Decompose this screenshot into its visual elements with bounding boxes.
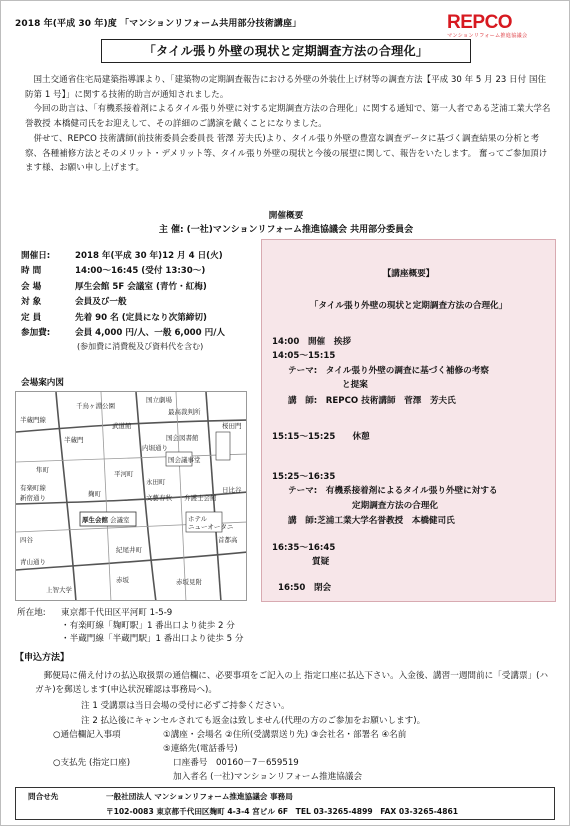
contact-organization: 一般社団法人 マンションリフォーム推進協議会 事務局	[106, 792, 293, 801]
program-line: 16:50 閉会	[278, 583, 332, 593]
contact-footer	[15, 787, 555, 820]
program-line: 質疑	[312, 557, 330, 567]
map-label: 平河町	[114, 470, 134, 478]
map-label: 内堀通り	[142, 444, 168, 452]
program-line: 定期調査方法の合理化	[352, 501, 438, 511]
detail-value: 14:00～16:45 (受付 13:30～)	[75, 266, 206, 277]
address-label: 所在地:	[17, 608, 46, 618]
detail-row-date	[21, 249, 261, 265]
map-label: 会議室	[110, 516, 130, 524]
contact-address: 〒102-0083 東京都千代田区麹町 4-3-4 宮ビル 6F TEL 03-3265-4899 FAX 03-3265-4861	[106, 807, 459, 816]
map-label: 桜田門	[222, 422, 242, 430]
items-label: ○通信欄記入事項	[53, 730, 121, 740]
map-label: 隼町	[36, 466, 49, 474]
venue-address	[17, 607, 277, 646]
detail-row-capacity	[21, 311, 261, 327]
detail-label: 時 間	[21, 266, 42, 277]
map-label: 新宿通り	[20, 494, 46, 502]
map-label: 武道館	[112, 422, 132, 430]
address-line	[17, 607, 277, 620]
detail-label: 定 員	[21, 312, 42, 323]
intro-text	[25, 73, 551, 176]
map-label: 千鳥ヶ淵公園	[76, 402, 115, 410]
course-overview-panel	[261, 239, 556, 602]
map-label: ホテル	[188, 515, 208, 523]
detail-label: 参加費:	[21, 328, 51, 339]
program-line: テーマ: タイル張り外壁の調査に基づく補修の考察	[288, 366, 489, 376]
detail-row-venue	[21, 280, 261, 296]
detail-value: 会員及び一般	[75, 297, 127, 308]
overview-heading: 開催概要	[268, 211, 304, 221]
program-line: 14:00 開催 挨拶	[272, 337, 351, 347]
fee-note: (参加費に消費税及び資料代を含む)	[77, 342, 204, 351]
venue-map-heading: 会場案内図	[21, 378, 64, 388]
map-label: 国会図書館	[166, 434, 199, 442]
program-line: 15:15～15:25 休憩	[272, 432, 370, 442]
intro-paragraph-1: 国土交通省住宅局建築指導課より、「建築物の定期調査報告における外壁の外装仕上げ材等の調査方法【平成 30 年 5 月 23 日付 国住防第 1 号】」に関する技術的助言が通知されました。	[25, 75, 547, 100]
map-label: 首都高	[218, 536, 238, 544]
payment-destination-label: ○支払先 (指定口座)	[53, 758, 131, 768]
intro-paragraph-3: 併せて、REPCO 技術講師(前技術委員会委員長 菅澤 芳夫氏)より、タイル張り外壁の豊富な調査データに基づく調査結果の分析と考察、各種補修方法とそのメリット・デメリット等、タイル張り外壁の現状と今後の展望に関して、報告をいたします。 奮ってご参加頂けます様、お願い申し上げます。	[25, 133, 548, 174]
course-series-title: 2018 年(平成 30 年)度 「マンションリフォーム共用部分技術講座」	[15, 19, 302, 29]
program-line: 講 師: REPCO 技術講師 菅澤 芳夫氏	[288, 396, 456, 406]
detail-label: 対 象	[21, 297, 42, 308]
map-label: 赤坂見附	[176, 578, 202, 586]
apply-note-1: 注 1 受講票は当日会場の受付に必ずご持参ください。	[81, 701, 290, 711]
account-holder: 加入者名 (一社)マンションリフォーム推進協議会	[173, 772, 363, 782]
items-list-2: ⑤連絡先(電話番号)	[163, 744, 238, 754]
program-line: 16:35～16:45	[272, 543, 336, 553]
apply-paragraph: 郵便局に備え付けの払込取扱票の通信欄に、必要事項をご記入の上 指定口座に払込下さい。入金後、講習一週間前に「受講票」(ハガキ)を郵送します(申込状況確認は事務局へ)。	[35, 671, 549, 696]
apply-text	[35, 669, 551, 698]
detail-value: 2018 年(平成 30 年)12 月 4 日(火)	[75, 250, 223, 261]
map-label: 文藝春秋	[146, 494, 172, 502]
contact-label: 問合せ先	[28, 792, 59, 801]
program-line: 14:05～15:15	[272, 351, 336, 361]
detail-value: 厚生会館 5F 会議室 (青竹・紅梅)	[75, 281, 207, 292]
venue-map	[15, 391, 247, 601]
items-list-1: ①講座・会場名 ②住所(受講票送り先) ③会社名・部署名 ④名前	[163, 730, 407, 740]
access-line-1: ・有楽町線「麹町駅」1 番出口より徒歩 2 分	[61, 621, 235, 631]
detail-row-fee	[21, 327, 261, 343]
map-label: 半蔵門線	[20, 416, 46, 424]
map-label: 有楽町線	[20, 484, 46, 492]
program-line: 講 師:芝浦工業大学名誉教授 本橋健司氏	[288, 516, 455, 526]
logo-wordmark: REPCO	[447, 12, 513, 33]
detail-row-audience	[21, 296, 261, 312]
detail-row-time	[21, 265, 261, 281]
detail-label: 会 場	[21, 281, 42, 292]
map-label: 麹町	[88, 490, 101, 498]
repco-logo	[447, 13, 533, 40]
event-details	[21, 249, 261, 355]
map-label: 国立劇場	[146, 396, 172, 404]
program-line: と提案	[342, 380, 368, 390]
map-label: 紀尾井町	[116, 546, 142, 554]
map-label: 日比谷	[222, 486, 242, 494]
apply-heading: 【申込方法】	[15, 653, 70, 663]
map-label: 永田町	[146, 478, 166, 486]
logo-subtitle: マンションリフォーム推進協議会	[447, 33, 528, 39]
program-line: 15:25～16:35	[272, 472, 336, 482]
panel-subtitle: 「タイル張り外壁の現状と定期調査方法の合理化」	[309, 301, 508, 311]
access-line-2: ・半蔵門線「半蔵門駅」1 番出口より徒歩 5 分	[61, 634, 244, 644]
map-label: 最高裁判所	[168, 408, 201, 416]
program-line: テーマ: 有機系接着剤によるタイル張り外壁に対する	[288, 486, 498, 496]
detail-value: 会員 4,000 円/人、一般 6,000 円/人	[75, 328, 225, 339]
map-label: 国会議事堂	[168, 456, 201, 464]
map-label: 弁護士会館	[184, 494, 217, 502]
detail-label: 開催日:	[21, 250, 51, 261]
apply-note-2: 注 2 払込後にキャンセルされても返金は致しません(代理の方のご参加をお願いします)。	[81, 716, 426, 726]
map-label: 上智大学	[46, 586, 72, 594]
organizer-line: 主 催: (一社)マンションリフォーム推進協議会 共用部分委員会	[158, 225, 414, 235]
address-value: 東京都千代田区平河町 1-5-9	[61, 608, 173, 618]
intro-paragraph-2: 今回の助言は、「有機系接着剤によるタイル張り外壁に対する定期調査方法の合理化」に関する通知で、第一人者である芝浦工業大学名誉教授 本橋健司氏をお迎えして、その詳細のご講演を戴くことになりました。	[25, 104, 551, 130]
map-label: ニューオータニ	[188, 523, 234, 531]
map-label: 半蔵門	[64, 436, 84, 444]
main-title: 「タイル張り外壁の現状と定期調査方法の合理化」	[101, 39, 471, 63]
map-label: 赤坂	[116, 576, 129, 584]
map-drawing	[16, 392, 247, 601]
map-label: 四谷	[20, 536, 33, 544]
detail-value: 先着 90 名 (定員になり次第締切)	[75, 312, 207, 323]
account-number: 口座番号 00160－7－659519	[173, 758, 299, 768]
panel-heading: 【講座概要】	[382, 269, 435, 279]
map-label: 厚生会館	[82, 516, 108, 524]
map-label: 青山通り	[20, 558, 46, 566]
